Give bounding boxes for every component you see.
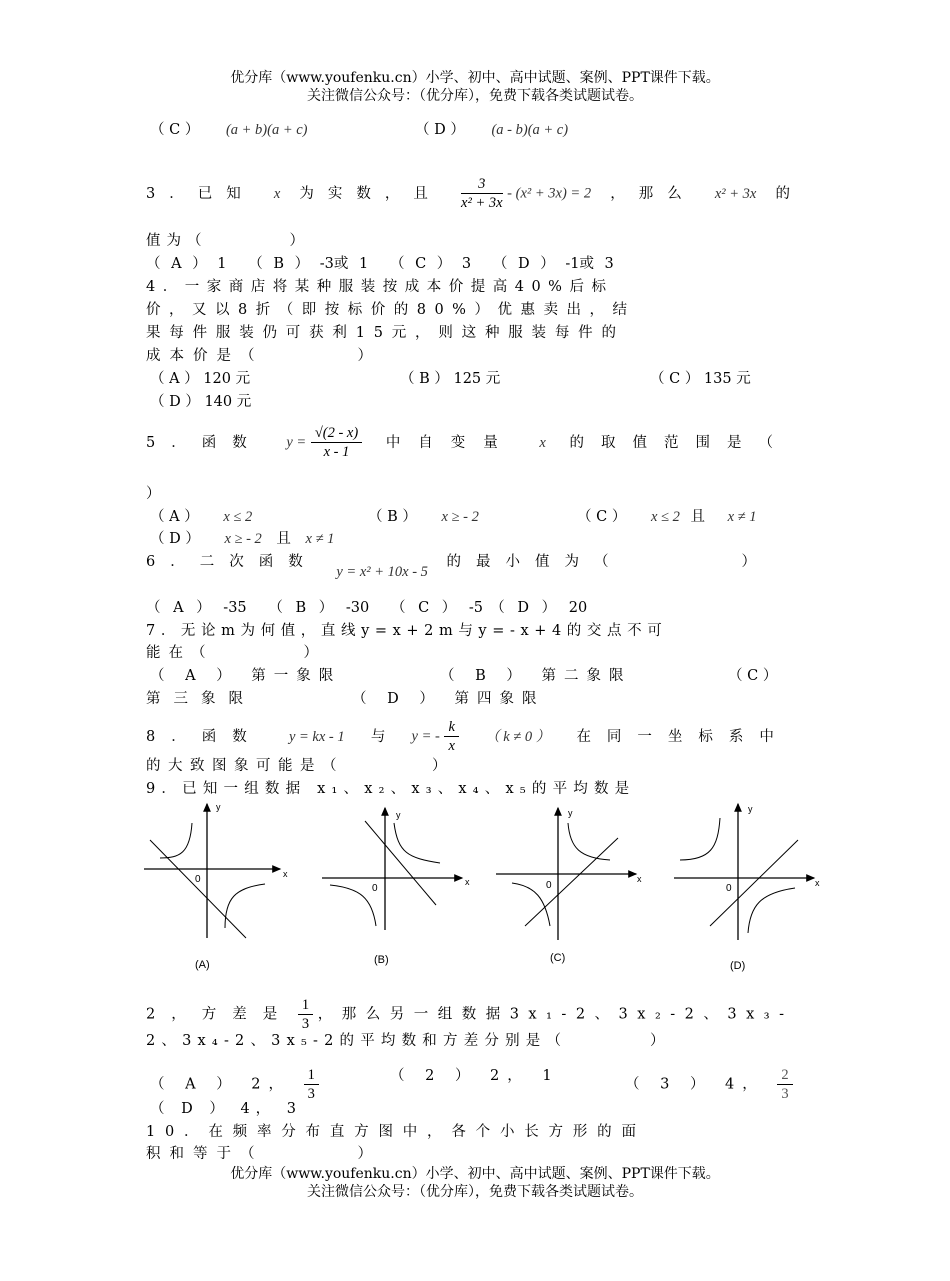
q4-option-a: （ A ） 120 元 [150, 371, 251, 387]
q9-option-a-text: （ A ） 2， [150, 1076, 292, 1093]
q9-option-a-den: 3 [307, 1086, 315, 1102]
q3-stem-a: 3．已知 [146, 185, 255, 202]
q5-func-lhs: y = [286, 434, 307, 451]
q4-line-4: 成本价是（ ） [146, 348, 381, 364]
q9-line-3: 2、3x₄-2、3x₅-2的平均数和方差分别是（ ） [146, 1033, 671, 1049]
q5-option-d-expr2: x ≠ 1 [305, 531, 335, 547]
q2-option-c [150, 120, 308, 140]
q5-option-c-expr1: x ≤ 2 [650, 509, 680, 525]
graph-c-y-label: y [568, 808, 573, 818]
q5-stem-b: 中自变量 [385, 434, 516, 451]
q3-expr-rest: - (x² + 3x) = 2 [507, 185, 592, 202]
graph-c-curve-upper [568, 823, 610, 860]
graph-b-label: (B) [374, 954, 389, 966]
q7-option-c: （ C ） [728, 668, 778, 684]
graph-d-line [710, 840, 798, 926]
q9-frac-den: 3 [301, 1016, 310, 1032]
q8-expr2-lhs: y = - [411, 728, 440, 745]
q8-stem [146, 718, 790, 755]
q6-expr: y = x² + 10x - 5 [336, 564, 428, 580]
graph-c-origin: 0 [546, 880, 552, 891]
q5-var: x [539, 434, 546, 451]
q2-option-d-expr: (a - b)(a + c) [491, 122, 569, 138]
graph-c-x-label: x [637, 874, 642, 884]
q6-stem-b: 的最小值为（ ） [446, 554, 772, 570]
q5-option-c [577, 507, 756, 527]
graph-a [144, 802, 288, 971]
graph-c-line [525, 838, 618, 926]
q3-stem [146, 175, 790, 212]
q8-condition: （ k ≠ 0 ） [485, 728, 551, 745]
q5-option-a [150, 507, 252, 527]
q8-fraction [444, 718, 458, 755]
graph-c-curve-lower [512, 883, 550, 926]
q9-option-3-text: （ 3 ） 4， [625, 1076, 765, 1093]
q5-function [286, 424, 362, 461]
q5-close: ） [146, 486, 161, 502]
q3-fraction [461, 175, 503, 212]
q10-line-1: 10．在频率分布直方图中，各个小长方形的面 [146, 1124, 646, 1140]
q9-option-d: （ D ） 4， 3 [150, 1101, 303, 1117]
q9-option-a-fraction [304, 1066, 319, 1103]
q2-option-c-expr: (a + b)(a + c) [225, 122, 308, 138]
header-line-1: 优分库（www.youfenku.cn）小学、初中、高中试题、案例、PPT课件下载。 [230, 70, 720, 86]
q3-equation [461, 175, 591, 212]
q5-option-b [368, 507, 479, 527]
q9-option-3-num: 2 [777, 1066, 792, 1085]
q3-stem-b: 为实数，且 [299, 185, 442, 202]
q9-option-2: （ 2 ） 2， 1 [390, 1068, 560, 1084]
q3-stem-d: 的 [775, 185, 790, 202]
graph-b-y-label: y [396, 810, 401, 820]
q5-option-c-label: （ C ） [577, 509, 627, 525]
q4-option-d: （ D ） 140 元 [150, 394, 252, 410]
q10-line-2: 积和等于（ ） [146, 1146, 381, 1162]
q4-option-c: （ C ） 135 元 [650, 371, 751, 387]
footer-line-1: 优分库（www.youfenku.cn）小学、初中、高中试题、案例、PPT课件下载。 [230, 1166, 720, 1182]
q5-stem-a: 5．函数 [146, 434, 263, 451]
q9-line-2 [146, 996, 794, 1033]
graph-a-curve-lower [225, 884, 265, 928]
q8-frac-den: x [448, 738, 455, 754]
graph-b [322, 808, 470, 966]
graph-a-y-label: y [216, 802, 221, 812]
q5-frac-num: √(2 - x) [311, 424, 362, 443]
q5-option-d-expr1: x ≥ - 2 [224, 531, 262, 547]
q6-options: （ A ） -35 （ B ） -30 （ C ） -5 （ D ） 20 [146, 600, 588, 616]
q5-fraction [311, 424, 362, 461]
q3-stem-e: 值为（ ） [146, 233, 310, 249]
q5-stem [146, 424, 790, 461]
q3-options: （ A ） 1 （ B ） -3或 1 （ C ） 3 （ D ） -1或 3 [146, 256, 614, 272]
q7-option-c-text: 第三象限 [146, 691, 256, 707]
q5-stem-c: 的取值范围是（ [569, 434, 790, 451]
graph-a-label: (A) [195, 959, 210, 971]
q5-option-b-expr: x ≥ - 2 [441, 509, 479, 525]
q2-option-d-label: （ D ） [415, 122, 465, 138]
q8-expr2 [412, 718, 459, 755]
q5-option-c-and: 且 [690, 509, 705, 525]
graph-b-curve-lower [330, 885, 376, 926]
q3-var: x [273, 185, 281, 202]
q8-stem-c: 在同一坐标系中 [576, 728, 790, 745]
graph-b-curve-upper [394, 823, 440, 863]
graph-c [496, 808, 642, 964]
q7-line-2: 能在（ ） [146, 645, 326, 661]
q9-fraction [298, 996, 313, 1033]
q9-option-3-den: 3 [781, 1086, 789, 1102]
q5-option-b-label: （ B ） [368, 509, 417, 525]
graph-d-origin: 0 [726, 883, 732, 894]
graph-b-x-label: x [465, 877, 470, 887]
q4-line-1: 4．一家商店将某种服装按成本价提高40%后标 [146, 279, 614, 295]
graph-a-curve-upper [160, 823, 192, 858]
q5-option-d-label: （ D ） [150, 531, 200, 547]
q9-option-3-fraction [777, 1066, 792, 1103]
q3-stem-c: ，那么 [610, 185, 696, 202]
q4-line-3: 果每件服装仍可获利15元，则这种服装每件的 [146, 325, 625, 341]
graph-b-origin: 0 [372, 883, 378, 894]
q8-stem-a: 8．函数 [146, 728, 263, 745]
graph-d-label: (D) [730, 960, 746, 972]
q4-option-b: （ B ） 125 元 [400, 371, 501, 387]
q3-frac-num: 3 [461, 175, 503, 194]
q8-expr1: y = kx - 1 [288, 728, 345, 745]
q9-option-a-num: 1 [304, 1066, 319, 1085]
q7-option-b: （ B ） 第二象限 [440, 668, 632, 684]
q5-frac-den: x - 1 [323, 444, 350, 460]
q6-stem [146, 552, 772, 580]
graph-d-curve-upper [680, 818, 720, 860]
header-line-2: 关注微信公众号：（优分库），免费下载各类试题试卷。 [307, 88, 643, 104]
q9-line-1: 9．已知一组数据 x₁、x₂、x₃、x₄、x₅的平均数是 [146, 781, 636, 797]
q5-option-c-expr2: x ≠ 1 [727, 509, 757, 525]
q8-line-2: 的大致图象可能是（ ） [146, 758, 454, 774]
q5-option-d [150, 529, 334, 549]
graph-d-curve-lower [748, 888, 795, 933]
graph-a-x-label: x [283, 869, 288, 879]
q2-option-c-label: （ C ） [150, 122, 200, 138]
q9-option-3 [625, 1066, 793, 1103]
q6-stem-a: 6．二次函数 [146, 554, 318, 570]
q9-frac-num: 1 [298, 996, 313, 1015]
q5-option-a-expr: x ≤ 2 [223, 509, 253, 525]
q9-line-2a: 2，方差是 [146, 1006, 294, 1023]
q8-frac-num: k [444, 718, 458, 737]
q5-option-d-and: 且 [276, 531, 291, 547]
q7-option-d: （ D ） 第四象限 [352, 691, 545, 707]
graph-c-label: (C) [550, 952, 566, 964]
q8-graphs [140, 798, 840, 978]
q7-line-1: 7．无论m为何值，直线y=x+2m与y=-x+4的交点不可 [146, 623, 668, 639]
q4-line-2: 价，又以8折（即按标价的80%）优惠卖出，结 [146, 302, 636, 318]
q5-option-a-label: （ A ） [150, 509, 199, 525]
q3-expr2: x² + 3x [714, 185, 757, 202]
graph-a-line [150, 840, 246, 938]
footer-line-2: 关注微信公众号：（优分库），免费下载各类试题试卷。 [307, 1184, 643, 1200]
q2-option-d [415, 120, 568, 140]
q8-stem-b: 与 [370, 728, 386, 745]
q9-line-2b: ，那么另一组数据3x₁-2、3x₂-2、3x₃- [317, 1006, 794, 1023]
graph-d [674, 804, 820, 972]
graph-d-x-label: x [815, 878, 820, 888]
q9-option-a [150, 1066, 319, 1103]
q7-option-a: （ A ） 第一象限 [150, 668, 342, 684]
graph-d-y-label: y [748, 804, 753, 814]
graph-a-origin: 0 [195, 874, 201, 885]
q3-frac-den: x² + 3x [461, 195, 503, 211]
